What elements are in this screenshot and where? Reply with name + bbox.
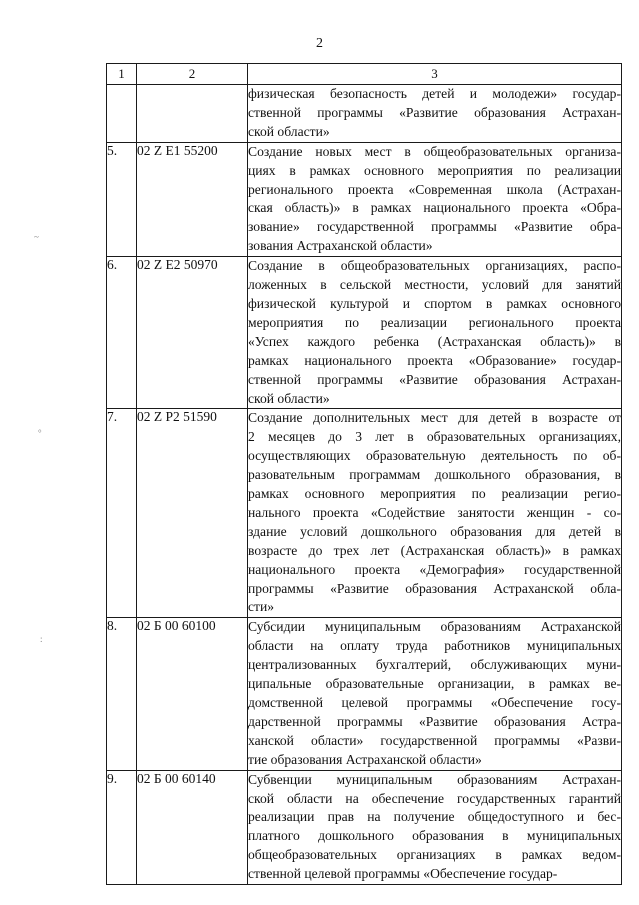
row-number: 8. xyxy=(107,618,137,770)
description-line: «Успех каждого ребенка (Астраханская область)» в xyxy=(248,333,621,349)
description-line: ложенных в сельской местности, условий для занятий xyxy=(248,277,621,293)
budget-code: 02 Z E2 50970 xyxy=(137,257,248,409)
description-line: мероприятия по реализации регионального проекта xyxy=(248,314,621,330)
budget-code xyxy=(137,85,248,143)
description-line: физической культурой и спортом в рамках основного xyxy=(248,295,621,311)
table-row xyxy=(107,257,622,409)
description-line: сти» xyxy=(248,599,275,615)
description-line: осуществляющих образовательную деятельность по об- xyxy=(248,448,621,464)
description-cell xyxy=(248,142,622,256)
description-cell xyxy=(248,85,622,143)
budget-code: 02 Z P2 51590 xyxy=(137,409,248,618)
budget-code: 02 Б 00 60100 xyxy=(137,618,248,770)
document-table xyxy=(106,63,622,885)
description-line: ская область)» в рамках национального проекта «Обра- xyxy=(248,200,621,216)
description-line: рамках национального проекта «Образование» государ- xyxy=(248,352,621,368)
description-line: области на оплату труда работников муниципальных xyxy=(248,638,621,654)
margin-mark: ° xyxy=(38,428,42,438)
table-row xyxy=(107,409,622,618)
description-line: ской области» xyxy=(248,390,330,406)
description-line: домственной целевой программы «Обеспечение госу- xyxy=(248,695,621,710)
row-number: 6. xyxy=(107,257,137,409)
description-line: общеобразовательных организациях в рамках ведом- xyxy=(248,847,621,863)
column-header-1: 1 xyxy=(107,64,137,85)
description-line: Субвенции муниципальным образованиям Астрахан- xyxy=(248,771,621,787)
description-line: реализации прав на получение общедоступного и бес- xyxy=(248,809,621,825)
description-cell xyxy=(248,770,622,884)
table-row xyxy=(107,85,622,143)
description-line: регионального проекта «Современная школа (Астрахан- xyxy=(248,181,621,197)
page-number: 2 xyxy=(316,36,323,51)
description-line: программы «Развитие образования Астраханской обла- xyxy=(248,580,621,596)
description-line: зования Астраханской области» xyxy=(248,238,433,254)
description-line: ципальные образовательные организации, в рамках ве- xyxy=(248,676,621,692)
description-line: ской области» xyxy=(248,123,330,139)
table-header-row xyxy=(107,64,622,85)
table-row xyxy=(107,770,622,884)
row-number: 7. xyxy=(107,409,137,618)
description-line: ственной целевой программы «Обеспечение государ- xyxy=(248,866,558,882)
description-line: дарственной программы «Развитие образования Астра- xyxy=(248,713,621,729)
description-line: рамках основного мероприятия по реализации регио- xyxy=(248,486,621,502)
column-header-2: 2 xyxy=(137,64,248,85)
row-number xyxy=(107,85,137,143)
budget-code: 02 Z E1 55200 xyxy=(137,142,248,256)
description-line: зование» государственной программы «Развитие обра- xyxy=(248,219,621,235)
description-line: Создание новых мест в общеобразовательных организа- xyxy=(248,143,621,159)
margin-mark: : xyxy=(40,634,43,644)
description-line: здание условий дошкольного образования для детей в xyxy=(248,523,621,539)
column-header-3: 3 xyxy=(248,64,622,85)
description-line: ственной программы «Развитие образования Астрахан- xyxy=(248,104,621,120)
description-cell xyxy=(248,409,622,618)
description-cell xyxy=(248,618,622,770)
description-line: национального проекта «Демография» государственной xyxy=(248,561,621,577)
description-line: платного дошкольного образования в муниципальных xyxy=(248,828,621,844)
description-cell xyxy=(248,257,622,409)
row-number: 9. xyxy=(107,770,137,884)
description-line: тие образования Астраханской области» xyxy=(248,751,482,767)
row-number: 5. xyxy=(107,142,137,256)
description-line: нального проекта «Содействие занятости женщин - со- xyxy=(248,504,621,520)
description-line: 2 месяцев до 3 лет в образовательных организациях, xyxy=(248,429,621,445)
description-line: централизованных бухгалтерий, обслуживающих муни- xyxy=(248,657,621,673)
description-line: разовательным программам дошкольного образования, в xyxy=(248,467,621,483)
table-row xyxy=(107,142,622,256)
description-line: Создание дополнительных мест для детей в возрасте от xyxy=(248,410,621,426)
description-line: физическая безопасность детей и молодежи» государ- xyxy=(248,86,621,101)
description-line: Субсидии муниципальным образованиям Астраханской xyxy=(248,619,621,635)
budget-code: 02 Б 00 60140 xyxy=(137,770,248,884)
table-body xyxy=(107,85,622,885)
description-line: возрасте до трех лет (Астраханская область)» в рамках xyxy=(248,542,621,558)
margin-mark: ~ xyxy=(34,232,39,242)
table-row xyxy=(107,618,622,770)
description-line: ханской области» государственной программы «Разви- xyxy=(248,732,621,748)
description-line: циях в рамках основного мероприятия по реализации xyxy=(248,162,621,178)
description-line: Создание в общеобразовательных организациях, распо- xyxy=(248,258,621,274)
description-line: ственной программы «Развитие образования Астрахан- xyxy=(248,371,621,387)
description-line: ской области на обеспечение государственных гарантий xyxy=(248,790,621,806)
